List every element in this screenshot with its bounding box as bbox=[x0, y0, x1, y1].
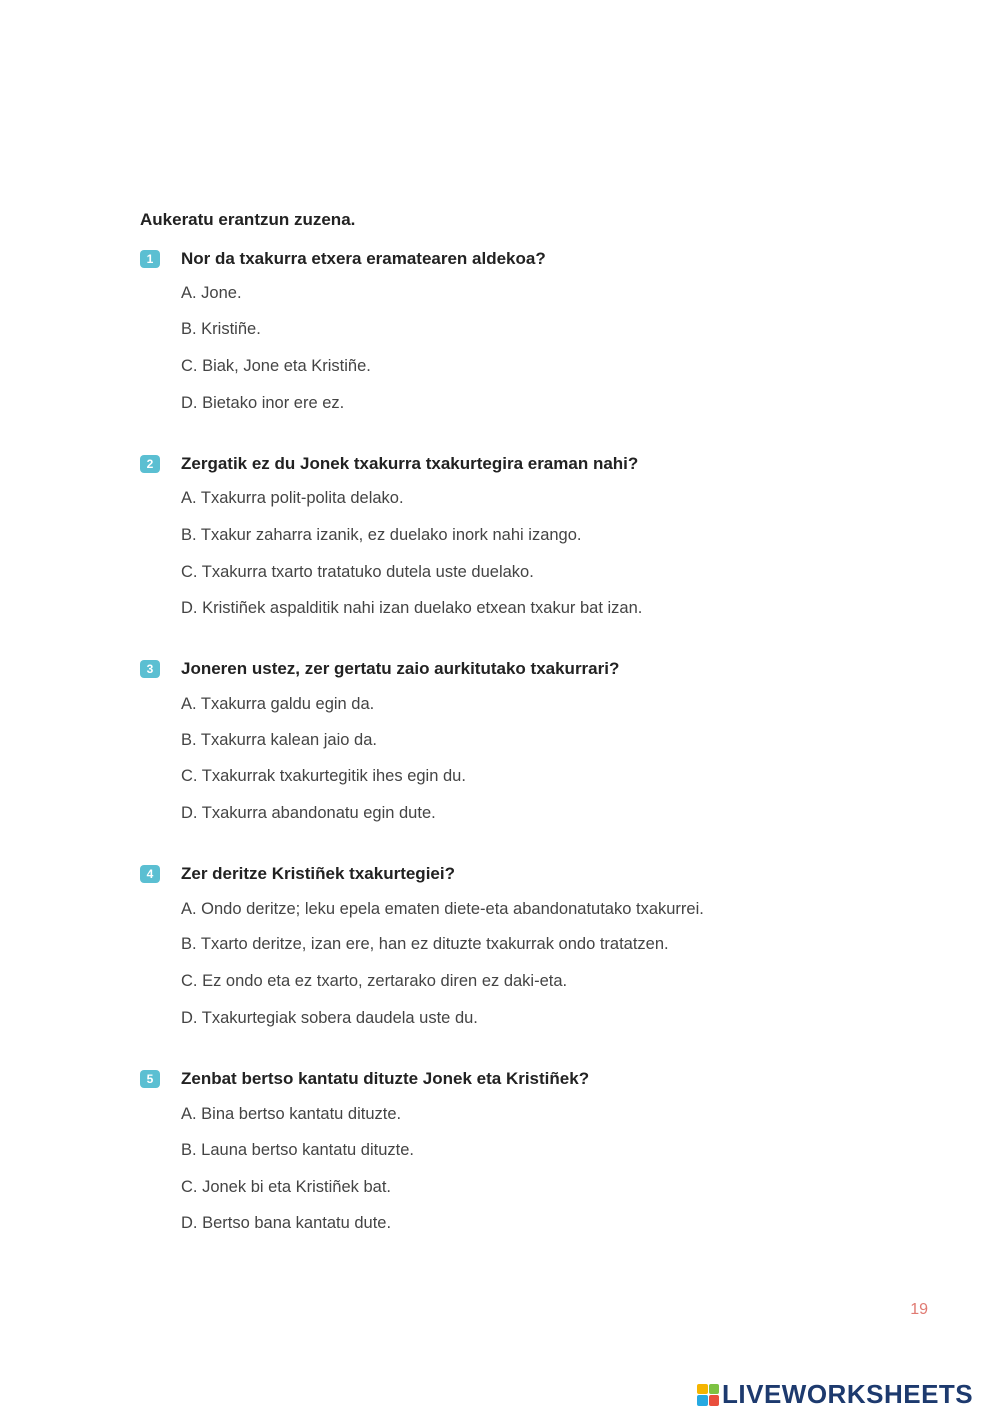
option-c[interactable]: C. Biak, Jone eta Kristiñe. bbox=[181, 357, 371, 375]
liveworksheets-logo[interactable] bbox=[697, 1379, 973, 1410]
liveworksheets-logo-icon bbox=[697, 1384, 719, 1406]
option-c[interactable]: C. Ez ondo eta ez txarto, zertarako diren ez daki-eta. bbox=[181, 972, 568, 990]
option-b[interactable]: B. Txakur zaharra izanik, ez duelako inork nahi izango. bbox=[181, 526, 582, 544]
option-b[interactable]: B. Kristiñe. bbox=[181, 320, 261, 338]
question-number-badge: 2 bbox=[140, 455, 160, 473]
question-number-badge: 5 bbox=[140, 1070, 160, 1088]
question-number-badge: 3 bbox=[140, 660, 160, 678]
option-a[interactable]: A. Jone. bbox=[181, 284, 242, 302]
question-number-badge: 4 bbox=[140, 865, 160, 883]
question-text: Joneren ustez, zer gertatu zaio aurkitutako txakurrari? bbox=[181, 659, 620, 678]
question-1 bbox=[140, 248, 920, 412]
logo-text: LIVEWORKSHEETS bbox=[722, 1379, 974, 1409]
question-4 bbox=[140, 863, 920, 1027]
question-text: Nor da txakurra etxera eramatearen aldekoa? bbox=[181, 249, 546, 268]
question-number-badge: 1 bbox=[140, 250, 160, 268]
option-d[interactable]: D. Txakurtegiak sobera daudela uste du. bbox=[181, 1009, 478, 1027]
option-c[interactable]: C. Jonek bi eta Kristiñek bat. bbox=[181, 1178, 392, 1196]
question-text: Zer deritze Kristiñek txakurtegiei? bbox=[181, 864, 455, 883]
question-5 bbox=[140, 1068, 920, 1232]
instruction: Aukeratu erantzun zuzena. bbox=[140, 210, 356, 229]
question-text: Zenbat bertso kantatu dituzte Jonek eta Kristiñek? bbox=[181, 1069, 590, 1088]
option-c[interactable]: C. Txakurrak txakurtegitik ihes egin du. bbox=[181, 767, 466, 785]
option-a[interactable]: A. Bina bertso kantatu dituzte. bbox=[181, 1105, 402, 1123]
question-2 bbox=[140, 453, 920, 617]
option-a[interactable]: A. Txakurra galdu egin da. bbox=[181, 695, 375, 713]
option-b[interactable]: B. Launa bertso kantatu dituzte. bbox=[181, 1141, 414, 1159]
option-d[interactable]: D. Kristiñek aspalditik nahi izan duelako etxean txakur bat izan. bbox=[181, 599, 643, 617]
option-d[interactable]: D. Bietako inor ere ez. bbox=[181, 394, 345, 412]
option-c[interactable]: C. Txakurra txarto tratatuko dutela uste duelako. bbox=[181, 563, 534, 581]
option-d[interactable]: D. Bertso bana kantatu dute. bbox=[181, 1214, 392, 1232]
page-number: 19 bbox=[910, 1301, 928, 1318]
option-d[interactable]: D. Txakurra abandonatu egin dute. bbox=[181, 804, 436, 822]
question-3 bbox=[140, 658, 920, 822]
option-b[interactable]: B. Txakurra kalean jaio da. bbox=[181, 731, 377, 749]
option-a[interactable]: A. Txakurra polit-polita delako. bbox=[181, 489, 404, 507]
option-a[interactable]: A. Ondo deritze; leku epela ematen diete-eta abandonatutako txakurrei. bbox=[181, 900, 704, 918]
option-b[interactable]: B. Txarto deritze, izan ere, han ez dituzte txakurrak ondo tratatzen. bbox=[181, 935, 669, 953]
question-text: Zergatik ez du Jonek txakurra txakurtegira eraman nahi? bbox=[181, 454, 639, 473]
